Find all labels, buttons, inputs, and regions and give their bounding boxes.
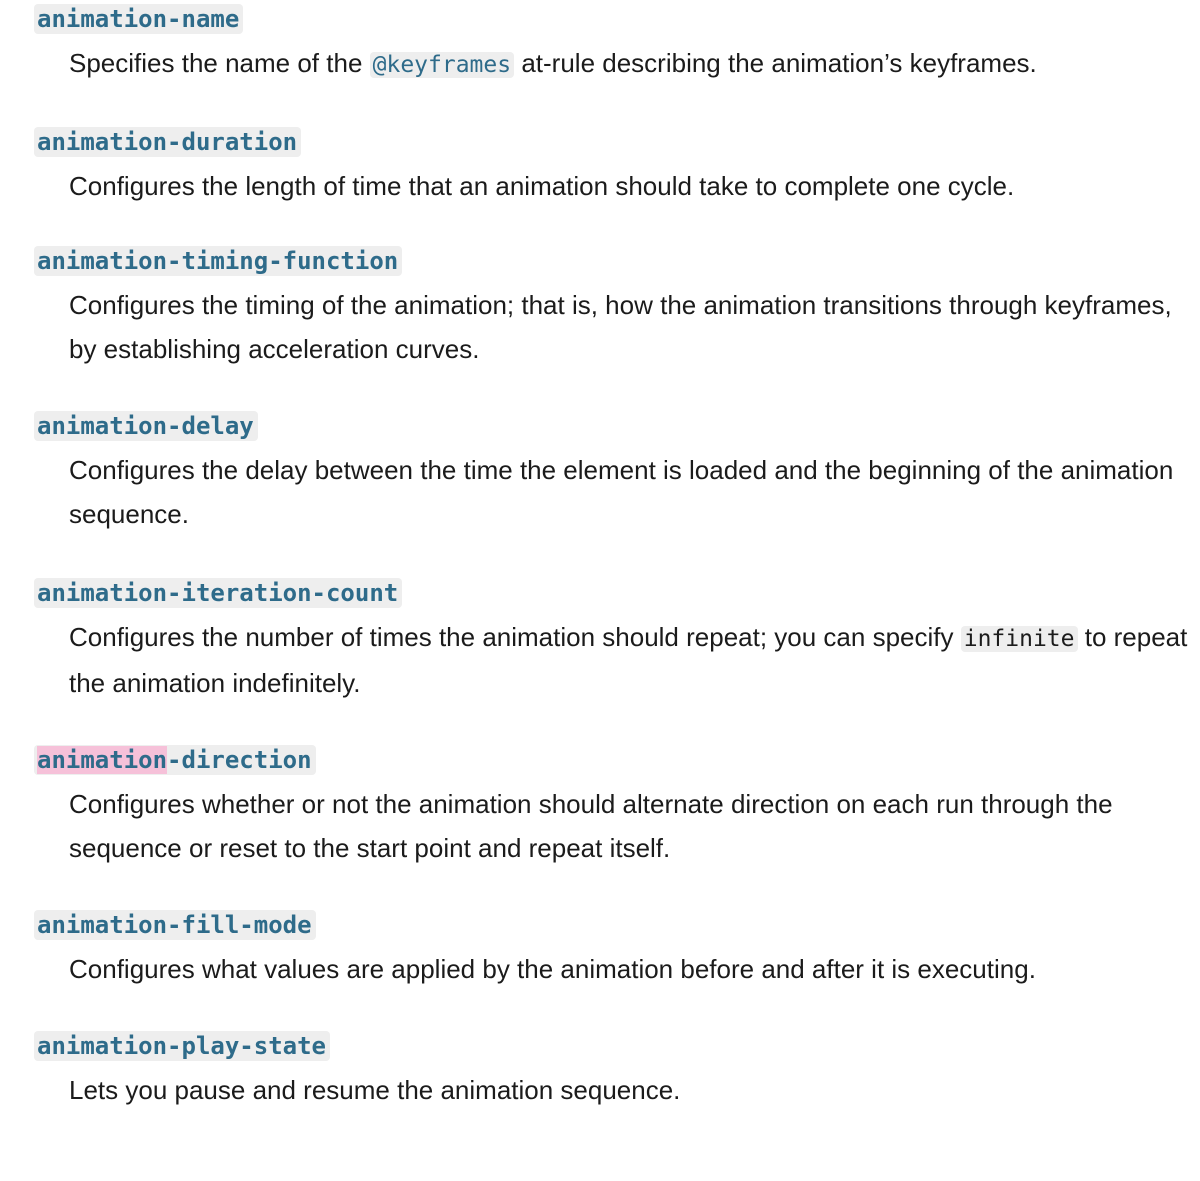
- description: Configures the delay between the time the element is loaded and the beginning of the animation sequence.: [69, 455, 1174, 529]
- infinite-code: infinite: [961, 626, 1078, 652]
- entry-animation-fill-mode: [34, 910, 1200, 991]
- description: Configures the length of time that an animation should take to complete one cycle.: [69, 171, 1015, 201]
- entry-animation-duration: [34, 127, 1200, 208]
- term-animation-timing-function[interactable]: animation-timing-function: [34, 246, 402, 276]
- search-highlight: animation: [37, 746, 168, 774]
- description: Specifies the name of the @keyframes at-rule describing the animation’s keyframes.: [69, 48, 1037, 78]
- term-animation-name[interactable]: animation-name: [34, 4, 243, 34]
- keyframes-link[interactable]: @keyframes: [370, 52, 514, 78]
- description: Lets you pause and resume the animation sequence.: [69, 1075, 681, 1105]
- term-animation-direction[interactable]: animation-direction: [34, 745, 316, 775]
- term-animation-duration[interactable]: animation-duration: [34, 127, 301, 157]
- entry-animation-direction: [34, 745, 1200, 870]
- description: Configures what values are applied by the animation before and after it is executing.: [69, 954, 1036, 984]
- entry-animation-timing-function: [34, 246, 1200, 371]
- description: Configures the timing of the animation; that is, how the animation transitions through keyframes, by establishing acceleration curves.: [69, 290, 1172, 364]
- term-animation-delay[interactable]: animation-delay: [34, 411, 258, 441]
- term-animation-iteration-count[interactable]: animation-iteration-count: [34, 578, 402, 608]
- entry-animation-play-state: [34, 1031, 1200, 1112]
- term-animation-fill-mode[interactable]: animation-fill-mode: [34, 910, 316, 940]
- entry-animation-delay: [34, 411, 1200, 536]
- entry-animation-iteration-count: [34, 578, 1200, 705]
- entry-animation-name: [34, 4, 1200, 87]
- description: Configures whether or not the animation should alternate direction on each run through the sequence or reset to the start point and repeat itself.: [69, 789, 1113, 863]
- description: Configures the number of times the animation should repeat; you can specify infinite to repeat the animation indefinitely.: [69, 622, 1188, 698]
- term-animation-play-state[interactable]: animation-play-state: [34, 1031, 330, 1061]
